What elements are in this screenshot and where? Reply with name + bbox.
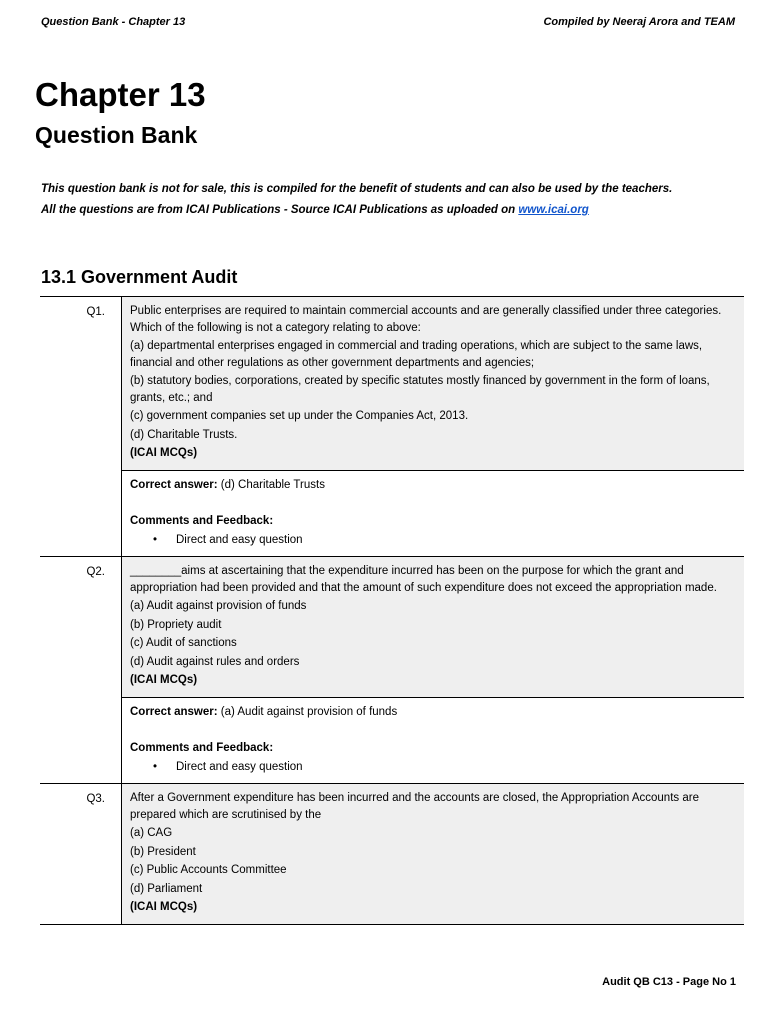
question-stem: After a Government expenditure has been incurred and the accounts are closed, the Appropriation Accounts are prepared which are scrutinised by the — [130, 792, 699, 821]
icai-link[interactable]: www.icai.org — [518, 204, 589, 216]
question-source: (ICAI MCQs) — [130, 901, 198, 913]
question-number: Q1. — [40, 297, 122, 557]
question-number: Q2. — [40, 557, 122, 784]
feedback-list — [130, 759, 736, 776]
question-number: Q3. — [40, 784, 122, 925]
question-cell — [122, 297, 745, 471]
option-a: (a) Audit against provision of funds — [130, 600, 307, 612]
question-source: (ICAI MCQs) — [130, 447, 198, 459]
page-header-right: Compiled by Neeraj Arora and TEAM — [543, 16, 735, 28]
option-b: (b) Propriety audit — [130, 618, 222, 631]
answer-cell — [122, 470, 745, 557]
question-row — [40, 784, 744, 925]
comments-label: Comments and Feedback: — [130, 515, 274, 527]
question-stem: Public enterprises are required to maintain commercial accounts and are generally classified under three categories. Which of the following is not a category relating to above: — [130, 305, 722, 334]
disclaimer-line-1: This question bank is not for sale, this is compiled for the benefit of students and can also be used by the teachers. — [41, 183, 673, 195]
option-a: (a) CAG — [130, 827, 173, 839]
disclaimer-line-2-text: All the questions are from ICAI Publications - Source ICAI Publications as uploaded on — [41, 204, 519, 216]
correct-answer-label: Correct answer: — [130, 705, 218, 718]
option-b: (b) statutory bodies, corporations, created by specific statutes mostly financed by government in the form of loans, grants, etc.; and — [130, 375, 710, 404]
option-d: (d) Parliament — [130, 882, 203, 895]
option-c: (c) government companies set up under the Companies Act, 2013. — [130, 410, 469, 422]
question-row — [40, 557, 744, 698]
correct-answer — [130, 704, 736, 721]
chapter-title: Chapter 13 — [35, 76, 206, 113]
disclaimer-line-2 — [41, 200, 756, 221]
comments-label: Comments and Feedback: — [130, 742, 274, 754]
question-row — [40, 297, 744, 471]
correct-answer — [130, 477, 736, 494]
question-cell — [122, 784, 745, 925]
correct-answer-value: (a) Audit against provision of funds — [220, 705, 398, 718]
correct-answer-label: Correct answer: — [130, 478, 218, 491]
answer-row — [40, 697, 744, 784]
question-table — [40, 296, 744, 925]
section-title: 13.1 Government Audit — [41, 267, 238, 287]
option-a: (a) departmental enterprises engaged in commercial and trading operations, which are subject to the same laws, financial and other regulations as other government departments and agencies; — [130, 340, 703, 369]
question-source: (ICAI MCQs) — [130, 674, 198, 686]
page-header-left: Question Bank - Chapter 13 — [41, 16, 186, 28]
feedback-item: • Direct and easy question — [176, 759, 736, 776]
chapter-subtitle: Question Bank — [35, 122, 198, 148]
option-d: (d) Audit against rules and orders — [130, 655, 300, 668]
feedback-list — [130, 532, 736, 549]
feedback-item: • Direct and easy question — [176, 532, 736, 549]
answer-cell — [122, 697, 745, 784]
option-c: (c) Public Accounts Committee — [130, 864, 287, 876]
option-b: (b) President — [130, 845, 196, 858]
page-footer: Audit QB C13 - Page No 1 — [602, 976, 736, 988]
option-d: (d) Charitable Trusts. — [130, 428, 238, 441]
option-c: (c) Audit of sanctions — [130, 637, 237, 649]
correct-answer-value: (d) Charitable Trusts — [220, 478, 325, 491]
answer-row — [40, 470, 744, 557]
question-cell — [122, 557, 745, 698]
question-stem: ________aims at ascertaining that the expenditure incurred has been on the purpose for which the grant and appropriation had been provided and that the amount of such expenditure does not exceed the appropriation made. — [130, 565, 717, 594]
disclaimer — [41, 179, 756, 221]
